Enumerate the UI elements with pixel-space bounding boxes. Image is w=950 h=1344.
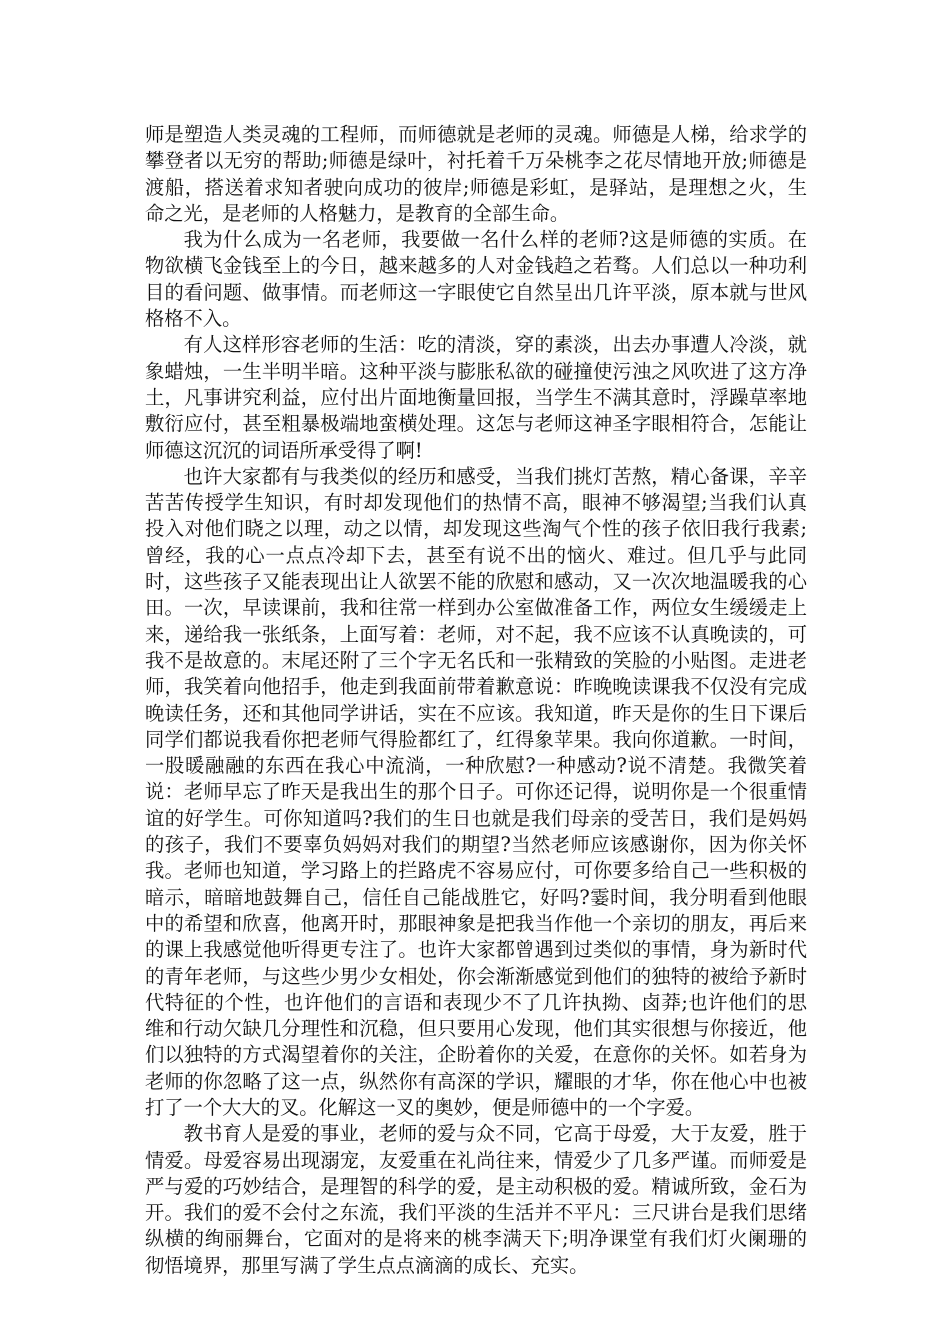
paragraph-experience: 也许大家都有与我类似的经历和感受，当我们挑灯苦熬，精心备课，辛辛苦苦传授学生知识，有时却发现他们的热情不高，眼神不够渴望;当我们认真投入对他们晓之以理，动之以情，却发现这些淘气个性的孩子依旧我行我素;曾经，我的心一点点冷却下去，甚至有说不出的恼火、难过。但几乎与此同时，这些孩子又能表现出让人欲罢不能的欣慰和感动，又一次次地温暖我的心田。一次，早读课前，我和往常一样到办公室做准备工作，两位女生缓缓走上来，递给我一张纸条，上面写着：老师，对不起，我不应该不认真晚读的，可我不是故意的。末尾还附了三个字无名氏和一张精致的笑脸的小贴图。走进老师，我笑着向他招手，他走到我面前带着歉意说：昨晚晚读课我不仅没有完成晚读任务，还和其他同学讲话，实在不应该。我知道，昨天是你的生日下课后同学们都说我看你把老师气得脸都红了，红得象苹果。我向你道歉。一时间，一股暖融融的东西在我心中流淌，一种欣慰?一种感动?说不清楚。我微笑着说：老师早忘了昨天是我出生的那个日子。可你还记得，说明你是一个很重情谊的好学生。可你知道吗?我们的生日也就是我们母亲的受苦日，我们是妈妈的孩子，我们不要辜负妈妈对我们的期望?当然老师应该感谢你，因为你关怀我。老师也知道，学习路上的拦路虎不容易应付，可你要多给自己一些积极的暗示，暗暗地鼓舞自己，信任自己能战胜它，好吗?霎时间，我分明看到他眼中的希望和欣喜，他离开时，那眼神象是把我当作他一个亲切的朋友，再后来的课上我感觉他听得更专注了。也许大家都曾遇到过类似的事情，身为新时代的青年老师，与这些少男少女相处，你会渐渐感觉到他们的独特的被给予新时代特征的个性，也许他们的言语和表现少不了几许执拗、卤莽;也许他们的思维和行动欠缺几分理性和沉稳，但只要用心发现，他们其实很想与你接近，他们以独特的方式渴望着你的关注，企盼着你的关爱，在意你的关怀。如若身为老师的你忽略了这一点，纵然你有高深的学识，耀眼的才华，你在他心中也被打了一个大大的叉。化解这一叉的奥妙，便是师德中的一个字爱。 — [145, 464, 807, 1119]
paragraph-intro: 师是塑造人类灵魂的工程师，而师德就是老师的灵魂。师德是人梯，给求学的攀登者以无穷的帮助;师德是绿叶，衬托着千万朵桃李之花尽情地开放;师德是渡船，搭送着求知者驶向成功的彼岸;师德是彩虹，是驿站，是理想之火，生命之光，是老师的人格魅力，是教育的全部生命。 — [145, 123, 807, 225]
paragraph-love-career: 教书育人是爱的事业，老师的爱与众不同，它高于母爱，大于友爱，胜于情爱。母爱容易出现溺宠，友爱重在礼尚往来，情爱少了几多严谨。而师爱是严与爱的巧妙结合，是理智的科学的爱，是主动积极的爱。精诚所致，金石为开。我们的爱不会付之东流，我们平淡的生活并不平凡：三尺讲台是我们思绪纵横的绚丽舞台，它面对的是将来的桃李满天下;明净课堂有我们灯火阑珊的彻悟境界，那里写满了学生点点滴滴的成长、充实。 — [145, 1122, 807, 1277]
article-body — [145, 122, 807, 1279]
paragraph-teacher-life: 有人这样形容老师的生活：吃的清淡，穿的素淡，出去办事遭人冷淡，就象蜡烛，一生半明半暗。这种平淡与膨胀私欲的碰撞使污浊之风吹进了这方净土，凡事讲究利益，应付出片面地衡量回报，当学生不满其意时，浮躁草率地敷衍应付，甚至粗暴极端地蛮横处理。这怎与老师这神圣字眼相符合，怎能让师德这沉沉的词语所承受得了啊! — [145, 333, 807, 462]
paragraph-why-teacher: 我为什么成为一名老师，我要做一名什么样的老师?这是师德的实质。在物欲横飞金钱至上的今日，越来越多的人对金钱趋之若骛。人们总以一种功利目的看问题、做事情。而老师这一字眼使它自然呈出几许平淡，原本就与世风格格不入。 — [145, 228, 807, 331]
